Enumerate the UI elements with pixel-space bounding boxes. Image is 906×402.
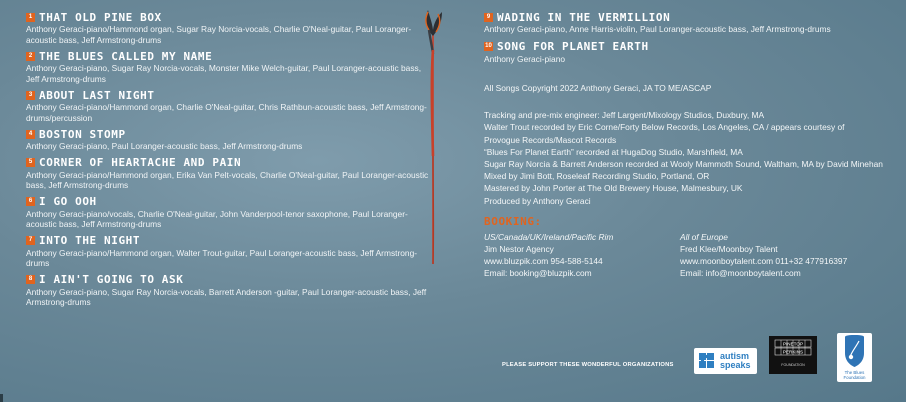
- pinetop-logo-line: PINETOP: [782, 341, 804, 347]
- booking-us: [484, 231, 680, 280]
- copyright-notice: All Songs Copyright 2022 Anthony Geraci, JA TO ME/ASCAP: [484, 83, 712, 93]
- blues-foundation-logo: [837, 333, 872, 382]
- autism-speaks-logo: [694, 348, 757, 374]
- track-title: WADING IN THE VERMILLION: [497, 10, 671, 24]
- track-title: BOSTON STOMP: [39, 127, 126, 141]
- track-credits: Anthony Geraci-piano, Sugar Ray Norcia-vocals, Barrett Anderson -guitar, Paul Loranger-acoustic bass, Jeff Armstrong-drums: [26, 286, 427, 307]
- track-item: [26, 49, 431, 84]
- production-credits: [484, 109, 899, 207]
- support-organizations-text: PLEASE SUPPORT THESE WONDERFUL ORGANIZATIONS: [502, 362, 674, 368]
- booking-region: All of Europe: [680, 231, 728, 242]
- feather-illustration: [416, 6, 450, 264]
- booking-europe: [680, 231, 847, 280]
- track-item: [26, 156, 431, 191]
- production-line: Walter Trout recorded by Eric Corne/Forty Below Records, Los Angeles, CA / appears courtesy of: [484, 122, 845, 133]
- blues-logo-line: Foundation: [843, 375, 866, 380]
- track-number: 1: [26, 13, 35, 22]
- track-title: INTO THE NIGHT: [39, 234, 141, 247]
- booking-email[interactable]: Email: booking@bluzpik.com: [484, 268, 592, 279]
- track-item: [26, 195, 431, 230]
- track-item: [26, 88, 431, 123]
- booking-heading: BOOKING:: [484, 214, 542, 228]
- track-number: 7: [26, 236, 35, 245]
- track-title: ABOUT LAST NIGHT: [39, 88, 155, 102]
- booking-website[interactable]: www.moonboytalent.com 011+32 477916397: [680, 256, 848, 267]
- booking-contacts: [484, 231, 899, 280]
- pinetop-logo-line: FOUNDATION: [781, 363, 805, 367]
- track-item: [26, 127, 431, 152]
- production-line: Sugar Ray Norcia & Barrett Anderson recorded at Wooly Mammoth Sound, Waltham, MA by David Minehan: [484, 159, 883, 170]
- track-credits: Anthony Geraci-piano/Hammond organ, Charlie O'Neal-guitar, Chris Rathbun-acoustic bass, Jeff Armstrong-drums/percussion: [26, 102, 427, 123]
- track-number: 10: [485, 43, 492, 49]
- booking-region: US/Canada/UK/Ireland/Pacific Rim: [484, 231, 614, 242]
- puzzle-icon: [698, 352, 716, 370]
- page-corner-mark: [0, 394, 3, 402]
- track-number: 9: [484, 13, 493, 22]
- booking-email[interactable]: Email: info@moonboytalent.com: [680, 268, 801, 279]
- track-title: THAT OLD PINE BOX: [39, 10, 162, 24]
- track-item: [484, 10, 899, 35]
- autism-logo-line: autism: [720, 351, 750, 361]
- booking-agency: Fred Klee/Moonboy Talent: [680, 244, 778, 255]
- pinetop-perkins-logo: [769, 336, 817, 374]
- production-line: Produced by Anthony Geraci: [484, 195, 591, 206]
- track-credits: Anthony Geraci-piano: [484, 53, 566, 64]
- booking-website[interactable]: www.bluzpik.com 954-588-5144: [484, 256, 603, 267]
- track-number: 8: [26, 275, 35, 284]
- track-item: [484, 40, 899, 65]
- track-list-left: [26, 10, 431, 312]
- track-number: 3: [26, 91, 35, 100]
- blues-logo-line: The Blues: [844, 370, 865, 375]
- track-number: 5: [26, 158, 35, 167]
- track-number: 6: [26, 197, 35, 206]
- production-line: “Blues For Planet Earth” recorded at HugaDog Studio, Marshfield, MA: [484, 146, 743, 157]
- track-credits: Anthony Geraci-piano, Anne Harris-violin, Paul Loranger-acoustic bass, Jeff Armstrong-drums: [484, 24, 831, 34]
- production-line: Mastered by John Porter at The Old Brewery House, Malmesbury, UK: [484, 183, 743, 194]
- track-credits: Anthony Geraci-piano, Sugar Ray Norcia-vocals, Monster Mike Welch-guitar, Paul Loranger-acoustic bass, Jeff Armstrong-drums: [26, 63, 422, 84]
- autism-logo-line: speaks: [720, 360, 751, 370]
- track-credits: Anthony Geraci-piano/Hammond organ, Sugar Ray Norcia-vocals, Charlie O'Neal-guitar, Paul Loranger-acoustic bass, Jeff Armstrong-drums: [26, 24, 412, 45]
- booking-agency: Jim Nestor Agency: [484, 244, 554, 255]
- track-credits: Anthony Geraci-piano, Paul Loranger-acoustic bass, Jeff Armstrong-drums: [26, 141, 303, 151]
- track-item: [26, 10, 431, 45]
- track-item: [26, 234, 431, 269]
- production-line: Provogue Records/Mascot Records: [484, 134, 617, 145]
- track-credits: Anthony Geraci-piano/Hammond organ, Erika Van Pelt-vocals, Charlie O'Neal-guitar, Paul Loranger-acoustic bass, Jeff Armstrong-drums: [26, 169, 429, 190]
- track-title: THE BLUES CALLED MY NAME: [39, 49, 213, 63]
- production-line: Tracking and pre-mix engineer: Jeff Largent/Mixology Studios, Duxbury, MA: [484, 110, 765, 121]
- pinetop-logo-line: PERKINS: [782, 349, 804, 355]
- track-title: SONG FOR PLANET EARTH: [497, 40, 649, 53]
- track-credits: Anthony Geraci-piano/vocals, Charlie O'Neal-guitar, John Vanderpool-tenor saxophone, Paul Loranger-acoustic bass, Jeff Armstrong-drums: [26, 208, 408, 229]
- right-column: [484, 10, 899, 280]
- track-title: I GO OOH: [39, 195, 97, 208]
- track-credits: Anthony Geraci-piano/Hammond organ, Walter Trout-guitar, Paul Loranger-acoustic bass, Jeff Armstrong-drums: [26, 247, 418, 268]
- production-line: Mixed by Jimi Bott, Roseleaf Recording Studio, Portland, OR: [484, 171, 710, 182]
- track-number: 2: [26, 52, 35, 61]
- track-item: [26, 273, 431, 308]
- track-title: CORNER OF HEARTACHE AND PAIN: [39, 156, 242, 169]
- track-number: 4: [26, 130, 35, 139]
- track-title: I AIN'T GOING TO ASK: [39, 273, 184, 286]
